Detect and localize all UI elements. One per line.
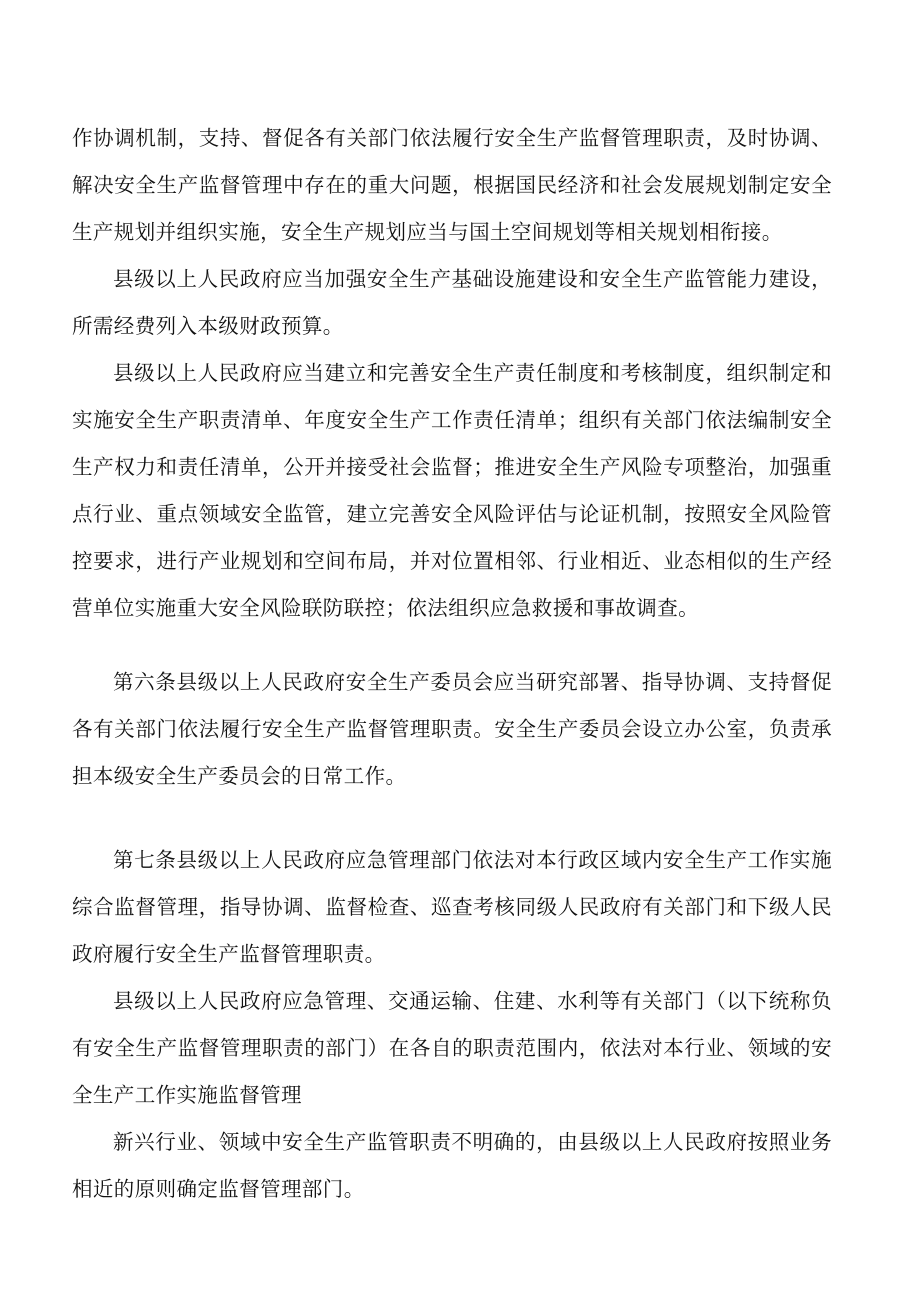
paragraph-article-6: 第六条县级以上人民政府安全生产委员会应当研究部署、指导协调、支持督促各有关部门依法履行安全生产监督管理职责。安全生产委员会设立办公室，负责承担本级安全生产委员会的日常工作。 bbox=[72, 670, 832, 788]
paragraph-continuation: 作协调机制，支持、督促各有关部门依法履行安全生产监督管理职责，及时协调、解决安全生产监督管理中存在的重大问题，根据国民经济和社会发展规划制定安全生产规划并组织实施，安全生产规划应当与国土空间规划等相关规划相衔接。 bbox=[72, 126, 832, 244]
paragraph-funding: 县级以上人民政府应当加强安全生产基础设施建设和安全生产监管能力建设，所需经费列入本级财政预算。 bbox=[72, 267, 832, 338]
paragraph-emerging-industries: 新兴行业、领域中安全生产监管职责不明确的，由县级以上人民政府按照业务相近的原则确定监督管理部门。 bbox=[72, 1130, 832, 1201]
paragraph-departments: 县级以上人民政府应急管理、交通运输、住建、水利等有关部门（以下统称负有安全生产监督管理职责的部门）在各自的职责范围内，依法对本行业、领域的安全生产工作实施监督管理 bbox=[72, 989, 832, 1107]
paragraph-responsibility-system: 县级以上人民政府应当建立和完善安全生产责任制度和考核制度，组织制定和实施安全生产职责清单、年度安全生产工作责任清单；组织有关部门依法编制安全生产权力和责任清单，公开并接受社会监督；推进安全生产风险专项整治，加强重点行业、重点领域安全监管，建立完善安全风险评估与论证机制，按照安全风险管控要求，进行产业规划和空间布局，并对位置相邻、行业相近、业态相似的生产经营单位实施重大安全风险联防联控；依法组织应急救援和事故调查。 bbox=[72, 361, 832, 620]
paragraph-article-7: 第七条县级以上人民政府应急管理部门依法对本行政区域内安全生产工作实施综合监督管理，指导协调、监督检查、巡查考核同级人民政府有关部门和下级人民政府履行安全生产监督管理职责。 bbox=[72, 848, 832, 966]
